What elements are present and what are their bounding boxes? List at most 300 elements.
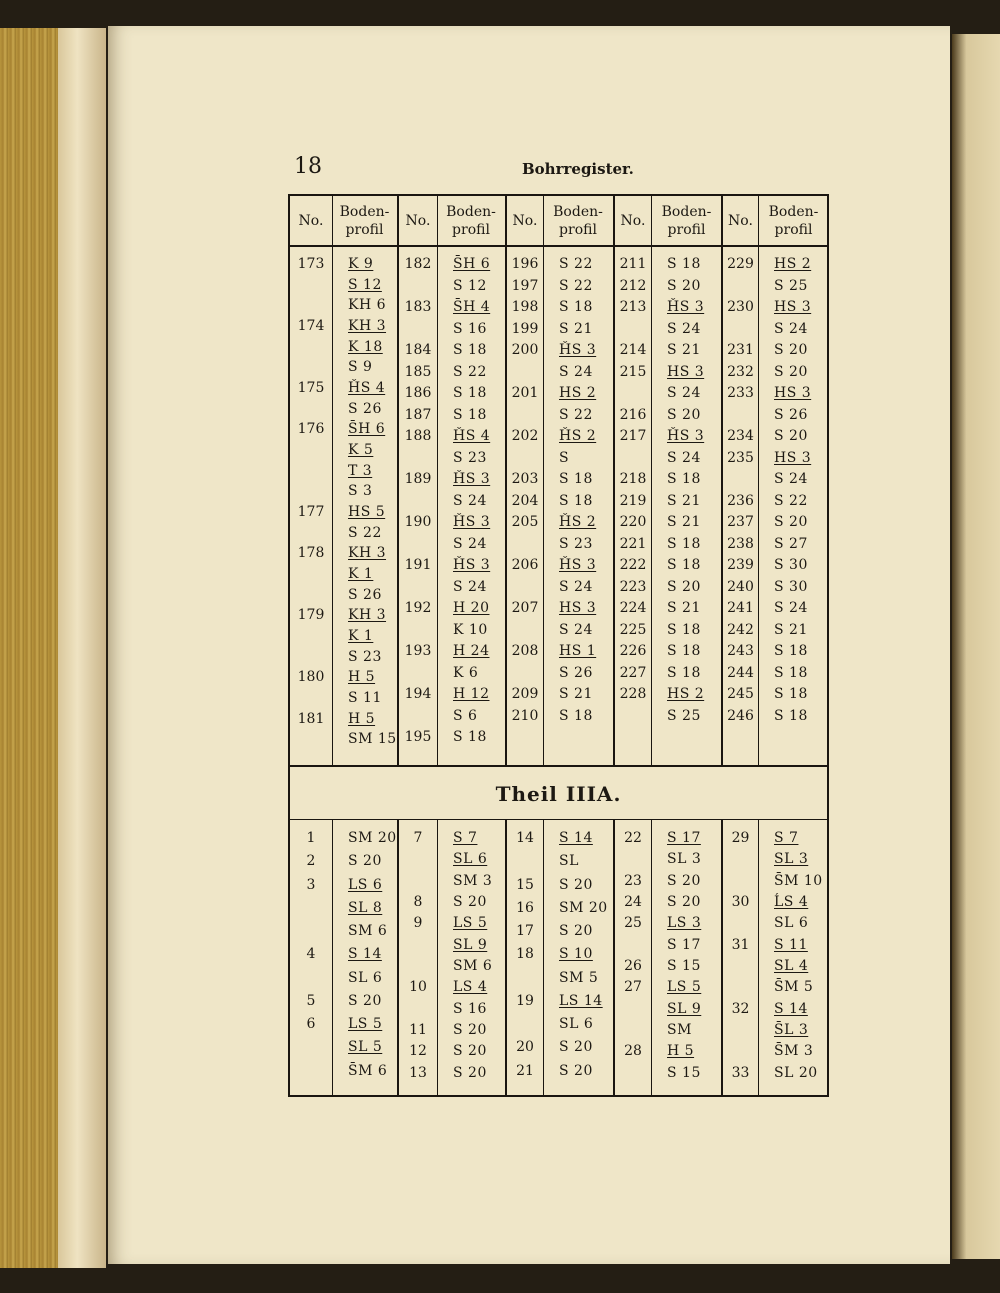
soil-profile-layer: HS 2 <box>667 686 705 702</box>
soil-profile-layer: S 20 <box>453 1043 487 1060</box>
header-profile-label: Boden- profil <box>339 204 390 238</box>
soil-profile-layer: S 21 <box>559 686 593 702</box>
bore-number: 231 <box>727 342 754 358</box>
soil-profile-layer: SM <box>667 1022 692 1038</box>
soil-profile-layer: S 18 <box>774 643 808 659</box>
bore-number: 192 <box>404 600 432 616</box>
bore-number: 217 <box>619 428 647 444</box>
bore-number: 213 <box>619 299 647 315</box>
soil-profile-layer: HS 3 <box>667 363 705 380</box>
bore-number: 177 <box>297 504 325 520</box>
soil-profile-layer: S 7 <box>774 830 799 846</box>
bore-number: 18 <box>516 946 534 963</box>
bore-number: 208 <box>511 643 539 659</box>
soil-profile-layer: HS 3 <box>774 449 812 466</box>
soil-profile-layer: ȞS 3 <box>453 557 491 573</box>
header-no <box>507 196 543 246</box>
soil-profile-layer: S 21 <box>774 621 808 638</box>
bore-number: 195 <box>404 729 432 745</box>
soil-profile-layer: S 12 <box>453 277 487 294</box>
soil-profile-layer: S 24 <box>667 385 701 401</box>
soil-profile-layer: S 18 <box>774 686 808 702</box>
bore-number: 207 <box>511 600 539 616</box>
bore-number: 210 <box>511 707 539 724</box>
header-profile-label: Boden- profil <box>661 204 712 238</box>
bore-number: 193 <box>404 643 432 659</box>
soil-profile-layer: S̄H 4 <box>453 299 491 315</box>
bore-number: 17 <box>516 923 534 940</box>
soil-profile-layer: SL <box>559 853 579 870</box>
bore-number: 27 <box>624 979 642 996</box>
bore-number: 185 <box>404 363 432 380</box>
soil-profile-layer: S 18 <box>667 664 701 681</box>
soil-profile-layer: S 24 <box>559 621 593 638</box>
soil-profile-layer: S 23 <box>348 648 382 665</box>
header-no-label: No. <box>512 213 538 229</box>
bore-number: 174 <box>297 318 325 334</box>
bore-number: 10 <box>409 979 427 996</box>
column-divider <box>651 196 652 765</box>
bore-number: 196 <box>511 256 539 272</box>
bore-number: 194 <box>404 686 432 702</box>
bore-number: 1 <box>306 830 316 846</box>
bore-number: 245 <box>727 686 754 702</box>
soil-profile-layer: S 21 <box>667 514 701 530</box>
bore-number: 246 <box>727 707 754 724</box>
soil-profile-layer: S 3 <box>348 483 373 500</box>
soil-profile-layer: S 18 <box>774 664 808 681</box>
soil-profile-layer: SL 4 <box>774 958 809 974</box>
column-divider <box>543 819 544 1097</box>
soil-profile-layer: S 25 <box>667 707 701 724</box>
soil-profile-layer: S 26 <box>348 400 382 417</box>
section-rule-bottom <box>290 819 827 820</box>
bore-number: 198 <box>511 299 539 315</box>
bore-number: 178 <box>297 545 325 562</box>
bore-number: 197 <box>511 277 539 294</box>
soil-profile-layer: S 18 <box>453 729 487 745</box>
soil-profile-layer: S 22 <box>559 277 593 294</box>
header-no-label: No. <box>620 213 646 229</box>
header-no <box>399 196 437 246</box>
soil-profile-layer: SL 3 <box>667 851 702 868</box>
soil-profile-layer: S 24 <box>453 535 487 552</box>
bore-register-table <box>288 194 829 1097</box>
bore-number: 4 <box>306 946 316 963</box>
bore-number: 216 <box>619 406 647 423</box>
bore-number: 211 <box>619 256 647 272</box>
column-divider <box>651 819 652 1097</box>
soil-profile-layer: S 21 <box>559 320 593 337</box>
bore-number: 214 <box>619 342 647 358</box>
soil-profile-layer: S 15 <box>667 958 701 974</box>
header-profile-label: Boden- profil <box>446 204 496 238</box>
soil-profile-layer: SL 20 <box>774 1064 818 1081</box>
soil-profile-layer: KH 6 <box>348 297 387 314</box>
soil-profile-layer: H 5 <box>348 669 376 686</box>
soil-profile-layer: K 5 <box>348 442 374 458</box>
soil-profile-layer: S 15 <box>667 1064 701 1081</box>
bore-number: 202 <box>511 428 539 444</box>
column-divider <box>543 196 544 765</box>
soil-profile-layer: S 20 <box>453 894 487 910</box>
bore-number: 201 <box>511 385 539 401</box>
soil-profile-layer: S 9 <box>348 359 373 376</box>
page-number: 18 <box>294 154 322 179</box>
soil-profile-layer: S 24 <box>774 600 808 616</box>
bore-number: 236 <box>727 492 754 509</box>
soil-profile-layer: S̄M 10 <box>774 872 823 889</box>
soil-profile-layer: S 20 <box>774 342 808 358</box>
bore-number: 226 <box>619 643 647 659</box>
soil-profile-layer: S 23 <box>559 535 593 552</box>
soil-profile-layer: SM 5 <box>559 969 599 986</box>
header-profile-label: Boden- profil <box>553 204 603 238</box>
section-title: Theil IIIA. <box>495 782 622 806</box>
bore-number: 220 <box>619 514 647 530</box>
bore-number: 2 <box>306 853 316 870</box>
bore-number: 225 <box>619 621 647 638</box>
bore-number: 9 <box>413 915 423 932</box>
soil-profile-layer: K 18 <box>348 338 383 355</box>
header-profile <box>543 196 613 246</box>
bore-number: 237 <box>727 514 754 530</box>
soil-profile-layer: S̄H 6 <box>453 256 491 272</box>
bore-number: 203 <box>511 471 539 487</box>
soil-profile-layer: KH 3 <box>348 318 387 334</box>
bore-number: 16 <box>516 899 534 916</box>
column-divider <box>758 196 759 765</box>
bore-number: 222 <box>619 557 647 573</box>
bore-number: 26 <box>624 958 642 974</box>
soil-profile-layer: S 24 <box>667 449 701 466</box>
soil-profile-layer: SL 8 <box>348 899 383 916</box>
soil-profile-layer: S 20 <box>559 876 593 893</box>
bore-number: 20 <box>516 1039 534 1056</box>
soil-profile-layer: S 18 <box>559 707 593 724</box>
bore-number: 33 <box>731 1064 750 1081</box>
bore-number: 182 <box>404 256 432 272</box>
header-no <box>615 196 651 246</box>
soil-profile-layer: LS 5 <box>453 915 488 932</box>
soil-profile-layer: S 25 <box>774 277 808 294</box>
soil-profile-layer: S 6 <box>453 707 478 724</box>
bore-number: 238 <box>727 535 754 552</box>
soil-profile-layer: S 20 <box>559 1062 593 1079</box>
soil-profile-layer: S 20 <box>667 277 701 294</box>
soil-profile-layer: SM 20 <box>559 899 608 916</box>
soil-profile-layer: S 18 <box>667 621 701 638</box>
bore-number: 12 <box>409 1043 427 1060</box>
soil-profile-layer: LS 5 <box>348 1016 383 1033</box>
soil-profile-layer: S 14 <box>559 830 593 846</box>
bore-number: 243 <box>727 643 754 659</box>
soil-profile-layer: S 27 <box>774 535 808 552</box>
soil-profile-layer: S̄M 5 <box>774 979 814 996</box>
soil-profile-layer: S̄H 6 <box>348 421 386 438</box>
soil-profile-layer: S 18 <box>667 471 701 487</box>
soil-profile-layer: S 18 <box>667 535 701 552</box>
running-title: Bohrregister. <box>522 160 634 178</box>
header-profile <box>758 196 829 246</box>
soil-profile-layer: S̄L 3 <box>774 1022 809 1038</box>
bore-number: 218 <box>619 471 647 487</box>
soil-profile-layer: S 20 <box>774 363 808 380</box>
soil-profile-layer: HS 2 <box>559 385 597 401</box>
soil-profile-layer: S 21 <box>667 492 701 509</box>
bore-number: 14 <box>516 830 534 846</box>
soil-profile-layer: ȞS 3 <box>667 299 705 315</box>
soil-profile-layer: LS 4 <box>453 979 488 996</box>
bore-number: 30 <box>731 894 750 910</box>
soil-profile-layer: SL 6 <box>559 1016 594 1033</box>
header-profile <box>332 196 397 246</box>
soil-profile-layer: H 24 <box>453 643 490 659</box>
bore-number: 189 <box>404 471 432 487</box>
soil-profile-layer: S 18 <box>774 707 808 724</box>
bore-number: 190 <box>404 514 432 530</box>
soil-profile-layer: T 3 <box>348 462 373 479</box>
soil-profile-layer: HS 3 <box>774 299 812 315</box>
soil-profile-layer: S 18 <box>559 492 593 509</box>
bore-number: 209 <box>511 686 539 702</box>
soil-profile-layer: ȞS 3 <box>559 557 597 573</box>
soil-profile-layer: S 22 <box>774 492 808 509</box>
soil-profile-layer: LS 14 <box>559 992 603 1009</box>
soil-profile-layer: ȞS 4 <box>348 380 386 396</box>
soil-profile-layer: H 5 <box>667 1043 695 1060</box>
soil-profile-layer: S 24 <box>774 320 808 337</box>
bore-number: 6 <box>306 1016 316 1033</box>
soil-profile-layer: KH 3 <box>348 607 387 624</box>
bore-number: 221 <box>619 535 647 552</box>
soil-profile-layer: S 26 <box>348 586 382 603</box>
group-divider <box>721 819 723 1097</box>
soil-profile-layer: S 30 <box>774 578 808 595</box>
bore-number: 200 <box>511 342 539 358</box>
bore-number: 235 <box>727 449 754 466</box>
soil-profile-layer: HS 2 <box>774 256 812 272</box>
soil-profile-layer: S 26 <box>774 406 808 423</box>
soil-profile-layer: S 20 <box>667 578 701 595</box>
section-rule-top <box>290 765 827 767</box>
soil-profile-layer: S 21 <box>667 342 701 358</box>
soil-profile-layer: SL 9 <box>453 936 488 953</box>
header-no-label: No. <box>405 213 431 229</box>
soil-profile-layer: S 14 <box>774 1000 808 1017</box>
soil-profile-layer: HS 1 <box>559 643 597 659</box>
header-no-label: No. <box>298 213 324 229</box>
soil-profile-layer: S 24 <box>453 578 487 595</box>
bore-number: 173 <box>297 256 325 272</box>
soil-profile-layer: S 18 <box>667 256 701 272</box>
bore-number: 29 <box>731 830 750 846</box>
soil-profile-layer: S 22 <box>453 363 487 380</box>
soil-profile-layer: SL 6 <box>453 851 488 868</box>
bore-number: 188 <box>404 428 432 444</box>
soil-profile-layer: S 16 <box>453 1000 487 1017</box>
soil-profile-layer: S 18 <box>667 557 701 573</box>
book-page-edges-inner <box>58 28 106 1268</box>
soil-profile-layer: S 22 <box>559 256 593 272</box>
column-divider <box>437 819 438 1097</box>
bore-number: 22 <box>624 830 642 846</box>
soil-profile-layer: HS 3 <box>559 600 597 616</box>
soil-profile-layer: S 10 <box>559 946 593 963</box>
header-no <box>723 196 758 246</box>
bore-number: 242 <box>727 621 754 638</box>
bore-number: 212 <box>619 277 647 294</box>
bore-number: 239 <box>727 557 754 573</box>
soil-profile-layer: S 20 <box>667 872 701 889</box>
bore-number: 215 <box>619 363 647 380</box>
soil-profile-layer: H 12 <box>453 686 490 702</box>
header-no-label: No. <box>728 213 753 229</box>
bore-number: 234 <box>727 428 754 444</box>
bore-number: 3 <box>306 876 316 893</box>
soil-profile-layer: HS 3 <box>774 385 812 401</box>
soil-profile-layer: SM 15 <box>348 731 397 748</box>
soil-profile-layer: S 20 <box>774 428 808 444</box>
soil-profile-layer: S 20 <box>348 853 382 870</box>
bore-number: 5 <box>306 992 316 1009</box>
bore-number: 184 <box>404 342 432 358</box>
soil-profile-layer: SL 5 <box>348 1039 383 1056</box>
column-divider <box>332 819 333 1097</box>
soil-profile-layer: S 18 <box>453 406 487 423</box>
soil-profile-layer: S 18 <box>559 471 593 487</box>
soil-profile-layer: S 23 <box>453 449 487 466</box>
bore-number: 227 <box>619 664 647 681</box>
bore-number: 13 <box>409 1064 427 1081</box>
soil-profile-layer: H 20 <box>453 600 490 616</box>
bore-number: 241 <box>727 600 754 616</box>
soil-profile-layer: S 20 <box>453 1022 487 1038</box>
bore-number: 223 <box>619 578 647 595</box>
bore-number: 32 <box>731 1000 750 1017</box>
soil-profile-layer: ȞS 3 <box>559 342 597 358</box>
soil-profile-layer: S 26 <box>559 664 593 681</box>
bore-number: 183 <box>404 299 432 315</box>
bore-number: 180 <box>297 669 325 686</box>
soil-profile-layer: S 14 <box>348 946 382 963</box>
bore-number: 181 <box>297 710 325 727</box>
soil-profile-layer: S 24 <box>774 471 808 487</box>
soil-profile-layer: K 10 <box>453 621 488 638</box>
soil-profile-layer: K 1 <box>348 566 374 582</box>
soil-profile-layer: SM 20 <box>348 830 397 846</box>
bore-number: 191 <box>404 557 432 573</box>
bore-number: 199 <box>511 320 539 337</box>
soil-profile-layer: S 20 <box>774 514 808 530</box>
bore-number: 28 <box>624 1043 642 1060</box>
bore-number: 187 <box>404 406 432 423</box>
soil-profile-layer: ĹS 4 <box>774 894 809 910</box>
soil-profile-layer: ȞS 2 <box>559 428 597 444</box>
soil-profile-layer: S 17 <box>667 830 701 846</box>
soil-profile-layer: ȞS 3 <box>667 428 705 444</box>
bore-number: 23 <box>624 872 642 889</box>
bore-number: 232 <box>727 363 754 380</box>
bore-number: 175 <box>297 380 325 396</box>
soil-profile-layer: S 12 <box>348 276 382 293</box>
bore-number: 219 <box>619 492 647 509</box>
soil-profile-layer: S 22 <box>348 524 382 541</box>
bore-number: 25 <box>624 915 642 932</box>
soil-profile-layer: ȞS 3 <box>453 471 491 487</box>
soil-profile-layer: S 20 <box>559 1039 593 1056</box>
soil-profile-layer: SL 6 <box>774 915 809 932</box>
bore-number: 7 <box>413 830 423 846</box>
soil-profile-layer: S 20 <box>348 992 382 1009</box>
soil-profile-layer: S 20 <box>453 1064 487 1081</box>
soil-profile-layer: S 30 <box>774 557 808 573</box>
soil-profile-layer: K 1 <box>348 628 374 644</box>
soil-profile-layer: LS 3 <box>667 915 702 932</box>
bore-number: 205 <box>511 514 539 530</box>
soil-profile-layer: SM 3 <box>453 872 493 889</box>
bore-number: 19 <box>516 992 534 1009</box>
soil-profile-layer: S 20 <box>667 406 701 423</box>
soil-profile-layer: S 17 <box>667 936 701 953</box>
soil-profile-layer: S̄M 3 <box>774 1043 814 1060</box>
soil-profile-layer: H 5 <box>348 710 376 727</box>
header-profile <box>651 196 722 246</box>
soil-profile-layer: S 7 <box>453 830 478 846</box>
soil-profile-layer: S 24 <box>559 363 593 380</box>
bore-number: 24 <box>624 894 642 910</box>
bore-number: 31 <box>731 936 750 953</box>
bore-number: 228 <box>619 686 647 702</box>
soil-profile-layer: SM 6 <box>453 958 493 974</box>
soil-profile-layer: HS 5 <box>348 504 386 520</box>
soil-profile-layer: S 20 <box>559 923 593 940</box>
header-profile <box>437 196 505 246</box>
bore-number: 240 <box>727 578 754 595</box>
soil-profile-layer: ȞS 2 <box>559 514 597 530</box>
soil-profile-layer: LS 6 <box>348 876 383 893</box>
column-divider <box>332 196 333 765</box>
soil-profile-layer: KH 3 <box>348 545 387 562</box>
soil-profile-layer: SL 9 <box>667 1000 702 1017</box>
bore-number: 11 <box>409 1022 427 1038</box>
bore-number: 224 <box>619 600 647 616</box>
soil-profile-layer: ȞS 3 <box>453 514 491 530</box>
bore-number: 229 <box>727 256 754 272</box>
soil-profile-layer: S 16 <box>453 320 487 337</box>
bore-number: 186 <box>404 385 432 401</box>
soil-profile-layer: S 21 <box>667 600 701 616</box>
soil-profile-layer: S 22 <box>559 406 593 423</box>
next-page-edge <box>952 34 1000 1259</box>
bore-number: 176 <box>297 421 325 438</box>
soil-profile-layer: K 6 <box>453 664 479 681</box>
soil-profile-layer: S <box>559 449 570 466</box>
soil-profile-layer: LS 5 <box>667 979 702 996</box>
soil-profile-layer: S̄M 6 <box>348 1062 388 1079</box>
soil-profile-layer: S 24 <box>453 492 487 509</box>
soil-profile-layer: SL 3 <box>774 851 809 868</box>
soil-profile-layer: S 11 <box>348 690 382 706</box>
bore-number: 204 <box>511 492 539 509</box>
bore-number: 233 <box>727 385 754 401</box>
soil-profile-layer: SM 6 <box>348 923 388 940</box>
column-divider <box>758 819 759 1097</box>
bore-number: 206 <box>511 557 539 573</box>
soil-profile-layer: S 11 <box>774 936 808 953</box>
soil-profile-layer: S 18 <box>453 342 487 358</box>
bore-number: 244 <box>727 664 754 681</box>
